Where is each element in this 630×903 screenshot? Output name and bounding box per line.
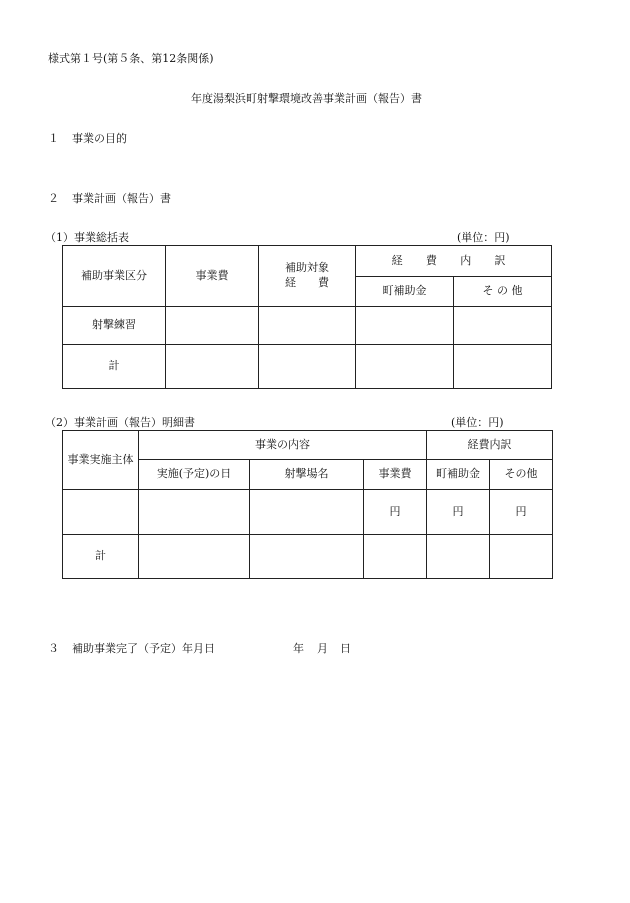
detail-table [62,430,553,579]
header-town-subsidy: 町補助金 [427,460,490,490]
header-venue: 射撃場名 [250,460,364,490]
yen-unit: 円 [452,504,464,518]
section-2-number: ２ [48,192,59,205]
summary-table [62,245,552,389]
header-breakdown [356,246,552,277]
cell-date[interactable] [139,490,250,535]
section-1-label: 事業の目的 [72,132,127,145]
cell-cost[interactable] [166,345,259,389]
header-cost: 事業費 [364,460,427,490]
section-3-label: 補助事業完了（予定）年月日 [72,642,215,655]
header-implementer: 事業実施主体 [63,431,139,490]
table-row-total [63,345,552,389]
table-row-total [63,535,553,579]
cell-venue[interactable] [250,535,364,579]
document-title: 年度湯梨浜町射撃環境改善事業計画（報告）書 [191,92,422,105]
completion-day: 日 [340,642,351,655]
cell-cost[interactable] [364,490,427,535]
section-2-label: 事業計画（報告）書 [72,192,171,205]
header-content: 事業の内容 [139,431,427,460]
table-row [63,307,552,345]
table1-unit: (単位：円) [457,231,510,244]
form-number: 様式第１号(第５条、第12条関係) [48,52,214,65]
cell-other[interactable] [490,490,553,535]
table2-unit: (単位：円) [451,416,504,429]
cell-town-subsidy[interactable] [356,307,454,345]
cell-other[interactable] [454,307,552,345]
yen-unit: 円 [515,504,527,518]
table2-caption: （2）事業計画（報告）明細書 [45,416,195,429]
header-category: 補助事業区分 [63,246,166,307]
header-breakdown: 経費内訳 [427,431,553,460]
header-eligible-cost [259,246,356,307]
table1-caption: （1）事業総括表 [45,231,129,244]
row-label-total: 計 [63,535,139,579]
header-eligible-line2: 経 費 [285,276,329,289]
row-label-total: 計 [63,345,166,389]
cell-eligible[interactable] [259,345,356,389]
cell-other[interactable] [454,345,552,389]
header-other: その他 [490,460,553,490]
cell-venue[interactable] [250,490,364,535]
cell-implementer[interactable] [63,490,139,535]
header-date: 実施(予定)の日 [139,460,250,490]
row-label: 射撃練習 [63,307,166,345]
section-1-number: １ [48,132,59,145]
cell-other[interactable] [490,535,553,579]
yen-unit: 円 [389,504,401,518]
table-row [63,490,553,535]
completion-month: 月 [317,642,328,655]
header-other: そ の 他 [454,277,552,307]
header-town-subsidy: 町補助金 [356,277,454,307]
completion-year: 年 [293,642,304,655]
cell-cost[interactable] [364,535,427,579]
cell-town-subsidy[interactable] [427,490,490,535]
cell-date[interactable] [139,535,250,579]
cell-town-subsidy[interactable] [427,535,490,579]
cell-cost[interactable] [166,307,259,345]
section-3-number: ３ [48,642,59,655]
header-cost: 事業費 [166,246,259,307]
header-eligible-line1: 補助対象 [285,261,329,275]
cell-town-subsidy[interactable] [356,345,454,389]
cell-eligible[interactable] [259,307,356,345]
header-breakdown-text: 経 費 内 訳 [391,253,516,267]
